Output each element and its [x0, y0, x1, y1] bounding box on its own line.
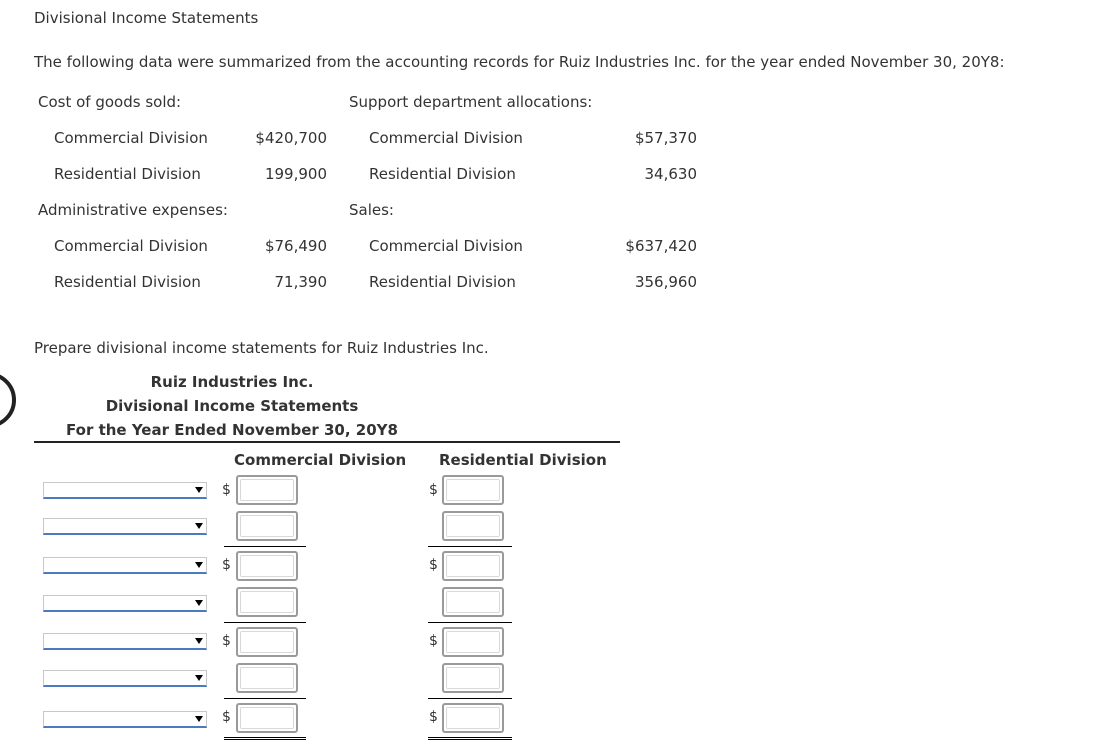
chevron-down-icon	[195, 716, 203, 722]
residential-amount-input-6[interactable]	[442, 663, 504, 693]
support-residential-value: 34,630	[644, 165, 697, 183]
line-item-dropdown-3[interactable]	[43, 557, 207, 574]
commercial-amount-input-4[interactable]	[236, 587, 298, 617]
total-double-rule	[224, 737, 306, 740]
line-item-dropdown-7[interactable]	[43, 711, 207, 728]
sales-commercial-label: Commercial Division	[369, 237, 523, 255]
sales-commercial-value: $637,420	[625, 237, 697, 255]
currency-symbol: $	[222, 557, 231, 573]
subtotal-rule	[224, 546, 306, 547]
residential-amount-input-7[interactable]	[442, 703, 504, 733]
residential-amount-input-1[interactable]	[442, 475, 504, 505]
chevron-down-icon	[195, 562, 203, 568]
subtotal-rule	[428, 546, 512, 547]
statement-company: Ruiz Industries Inc.	[150, 373, 314, 391]
chevron-down-icon	[195, 487, 203, 493]
total-double-rule	[428, 737, 512, 740]
support-commercial-value: $57,370	[634, 129, 697, 147]
subtotal-rule	[224, 698, 306, 699]
admin-commercial-label: Commercial Division	[54, 237, 208, 255]
residential-amount-input-3[interactable]	[442, 551, 504, 581]
cogs-heading: Cost of goods sold:	[38, 93, 182, 111]
support-residential-label: Residential Division	[369, 165, 516, 183]
commercial-amount-input-7[interactable]	[236, 703, 298, 733]
commercial-amount-input-1[interactable]	[236, 475, 298, 505]
line-item-dropdown-4[interactable]	[43, 595, 207, 612]
page-title: Divisional Income Statements	[34, 9, 259, 27]
line-item-dropdown-1[interactable]	[43, 482, 207, 499]
sales-residential-label: Residential Division	[369, 273, 516, 291]
admin-commercial-value: $76,490	[264, 237, 327, 255]
commercial-amount-input-2[interactable]	[236, 511, 298, 541]
subtotal-rule	[428, 698, 512, 699]
support-heading: Support department allocations:	[349, 93, 593, 111]
subtotal-rule	[224, 622, 306, 623]
currency-symbol: $	[429, 482, 438, 498]
admin-heading: Administrative expenses:	[38, 201, 228, 219]
commercial-amount-input-5[interactable]	[236, 627, 298, 657]
sales-residential-value: 356,960	[634, 273, 697, 291]
currency-symbol: $	[429, 633, 438, 649]
sales-heading: Sales:	[349, 201, 394, 219]
chevron-down-icon	[195, 523, 203, 529]
currency-symbol: $	[222, 633, 231, 649]
commercial-amount-input-3[interactable]	[236, 551, 298, 581]
statement-title: Divisional Income Statements	[105, 397, 359, 415]
intro-text: The following data were summarized from the accounting records for Ruiz Industries Inc. for the year ended November 30, 20Y8:	[34, 53, 1005, 71]
chevron-down-icon	[195, 638, 203, 644]
commercial-amount-input-6[interactable]	[236, 663, 298, 693]
cogs-commercial-value: $420,700	[255, 129, 327, 147]
statement-period: For the Year Ended November 30, 20Y8	[66, 421, 398, 439]
support-commercial-label: Commercial Division	[369, 129, 523, 147]
line-item-dropdown-5[interactable]	[43, 633, 207, 650]
col-header-commercial: Commercial Division	[234, 451, 407, 469]
currency-symbol: $	[222, 709, 231, 725]
instruction-text: Prepare divisional income statements for Ruiz Industries Inc.	[34, 339, 489, 357]
cogs-residential-label: Residential Division	[54, 165, 201, 183]
cogs-residential-value: 199,900	[264, 165, 327, 183]
residential-amount-input-5[interactable]	[442, 627, 504, 657]
chevron-down-icon	[195, 600, 203, 606]
residential-amount-input-4[interactable]	[442, 587, 504, 617]
residential-amount-input-2[interactable]	[442, 511, 504, 541]
currency-symbol: $	[429, 709, 438, 725]
subtotal-rule	[428, 622, 512, 623]
line-item-dropdown-2[interactable]	[43, 518, 207, 535]
statement-header-rule	[34, 441, 620, 443]
admin-residential-value: 71,390	[274, 273, 327, 291]
col-header-residential: Residential Division	[439, 451, 607, 469]
line-item-dropdown-6[interactable]	[43, 670, 207, 687]
admin-residential-label: Residential Division	[54, 273, 201, 291]
chevron-down-icon	[195, 675, 203, 681]
currency-symbol: $	[429, 557, 438, 573]
cogs-commercial-label: Commercial Division	[54, 129, 208, 147]
currency-symbol: $	[222, 482, 231, 498]
